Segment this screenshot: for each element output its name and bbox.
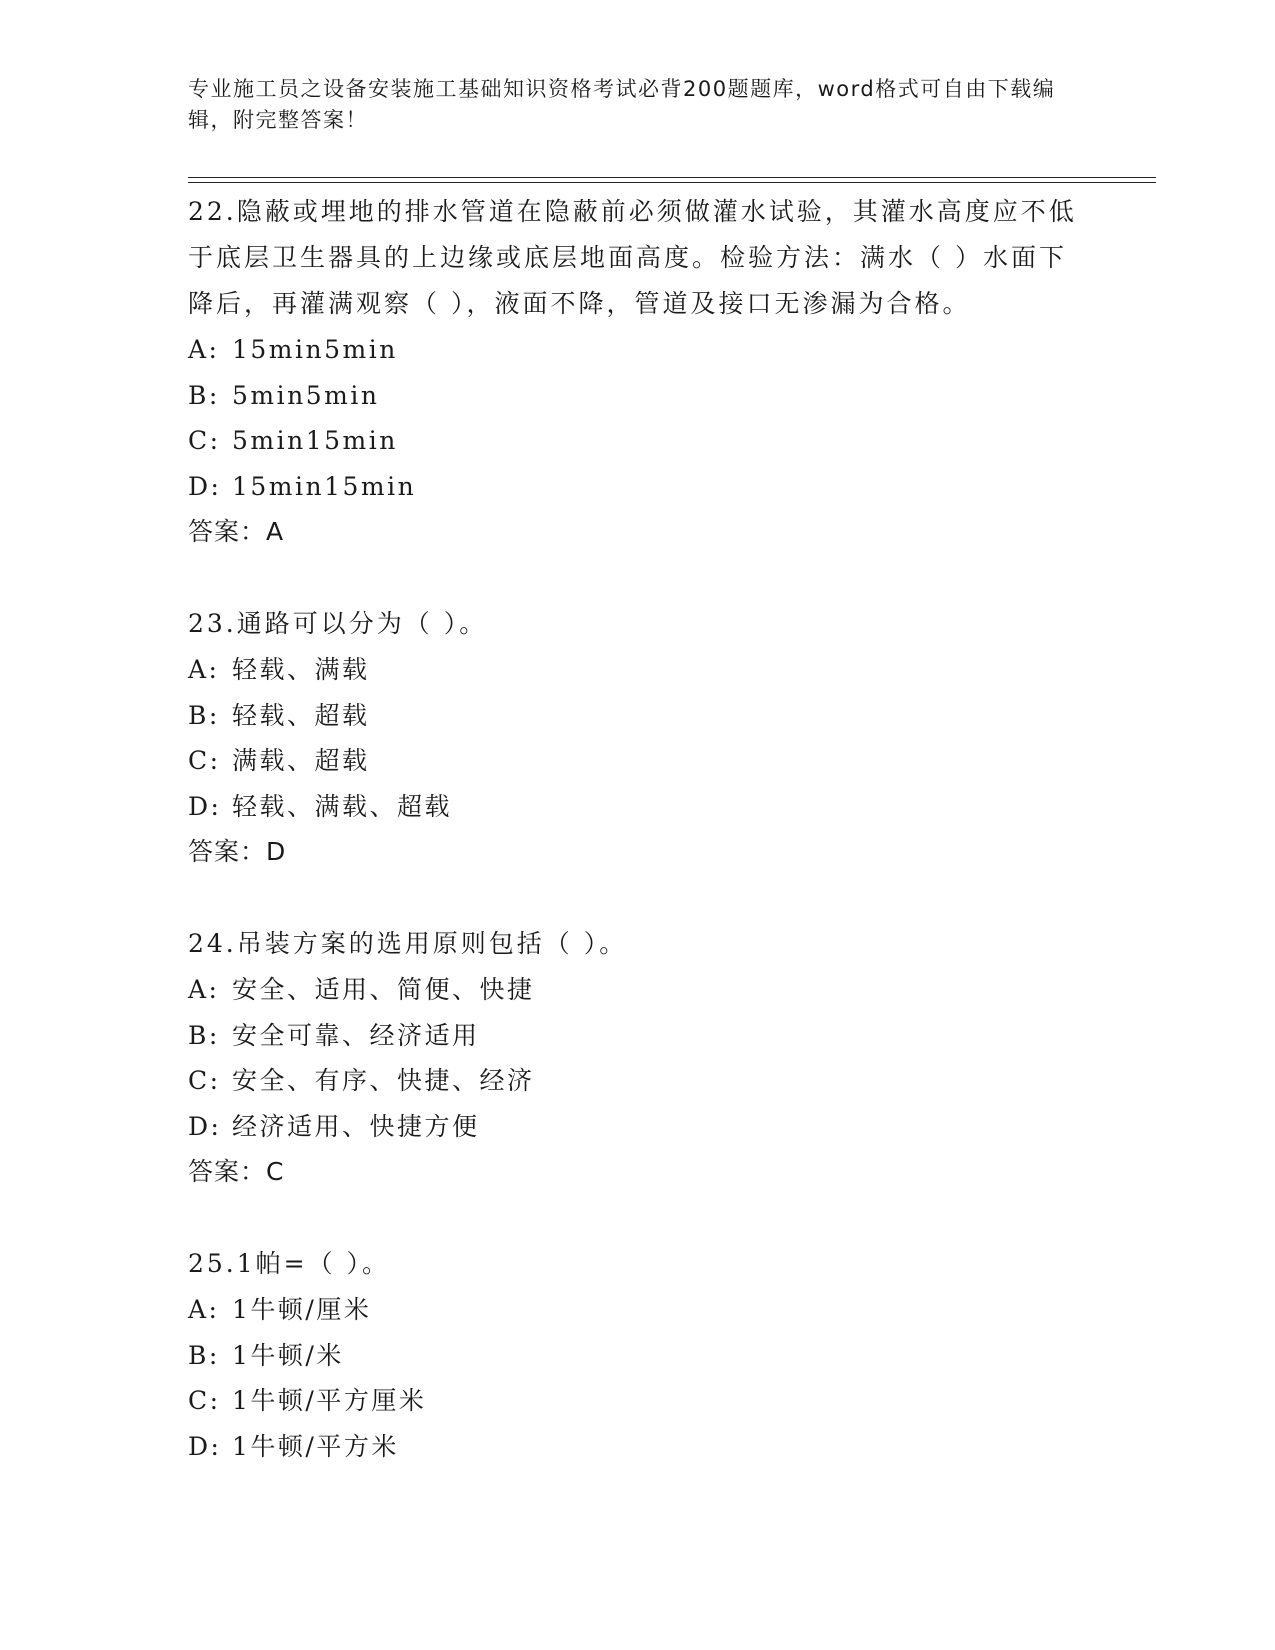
option-text: 安全可靠、经济适用	[232, 1020, 480, 1050]
question-22	[188, 189, 1088, 555]
question-stem: 23.通路可以分为（ ）。	[188, 609, 488, 638]
option-letter: B:	[188, 700, 220, 730]
option-text: 轻载、超载	[232, 700, 370, 730]
option-letter: B:	[188, 1340, 220, 1370]
question-24	[188, 921, 1088, 1195]
option-a	[188, 967, 1088, 1013]
option-letter: A:	[188, 655, 220, 684]
option-letter: D:	[188, 1431, 222, 1461]
option-letter: D:	[188, 1111, 222, 1141]
option-text: 经济适用、快捷方便	[232, 1111, 480, 1141]
option-b	[188, 693, 1088, 739]
answer-line: 答案：A	[188, 517, 285, 546]
option-d	[188, 464, 1088, 510]
option-letter: C:	[188, 426, 221, 455]
option-text: 轻载、满载	[232, 655, 370, 684]
option-c	[188, 1058, 1088, 1104]
option-c	[188, 1378, 1088, 1424]
header-rule-bottom	[188, 182, 1156, 183]
option-a	[188, 327, 1088, 373]
question-stem: 25.1帕=（ ）。	[188, 1249, 391, 1278]
option-d	[188, 1104, 1088, 1150]
document-header: 专业施工员之设备安装施工基础知识资格考试必背200题题库，word格式可自由下载编辑，附完整答案！	[188, 77, 1056, 132]
option-text: 1牛顿/平方米	[232, 1431, 399, 1461]
option-letter: A:	[188, 335, 220, 364]
option-text: 15min5min	[232, 335, 398, 364]
option-letter: B:	[188, 1020, 220, 1050]
option-d	[188, 1424, 1088, 1470]
option-b	[188, 373, 1088, 419]
option-text: 安全、有序、快捷、经济	[232, 1066, 535, 1095]
option-text: 安全、适用、简便、快捷	[232, 975, 535, 1004]
option-letter: A:	[188, 1295, 220, 1324]
question-list	[188, 189, 1088, 1515]
option-c	[188, 738, 1088, 784]
option-text: 1牛顿/厘米	[232, 1295, 372, 1324]
option-text: 5min15min	[232, 426, 398, 455]
option-letter: C:	[188, 1066, 221, 1095]
option-c	[188, 418, 1088, 464]
question-stem: 22.隐蔽或埋地的排水管道在隐蔽前必须做灌水试验，其灌水高度应不低于底层卫生器具的上边缘或底层地面高度。检验方法：满水（ ）水面下降后，再灌满观察（ ），液面不降，管道及接口无渗漏为合格。	[188, 197, 1077, 318]
option-letter: D:	[188, 471, 222, 501]
option-text: 轻载、满载、超载	[232, 791, 453, 821]
option-letter: C:	[188, 746, 221, 775]
option-text: 满载、超载	[232, 746, 370, 775]
option-text: 1牛顿/平方厘米	[232, 1386, 427, 1415]
option-a	[188, 647, 1088, 693]
header-rule-top	[188, 177, 1156, 178]
option-text: 15min15min	[232, 471, 417, 501]
answer-line: 答案：C	[188, 1157, 285, 1186]
option-d	[188, 784, 1088, 830]
question-23	[188, 601, 1088, 875]
option-letter: A:	[188, 975, 220, 1004]
question-25	[188, 1241, 1088, 1469]
option-text: 1牛顿/米	[232, 1340, 344, 1370]
option-letter: D:	[188, 791, 222, 821]
option-letter: B:	[188, 380, 220, 410]
question-stem: 24.吊装方案的选用原则包括（ ）。	[188, 929, 628, 958]
option-a	[188, 1287, 1088, 1333]
option-text: 5min5min	[232, 380, 380, 410]
answer-line: 答案：D	[188, 837, 287, 866]
option-b	[188, 1013, 1088, 1059]
option-b	[188, 1333, 1088, 1379]
option-letter: C:	[188, 1386, 221, 1415]
